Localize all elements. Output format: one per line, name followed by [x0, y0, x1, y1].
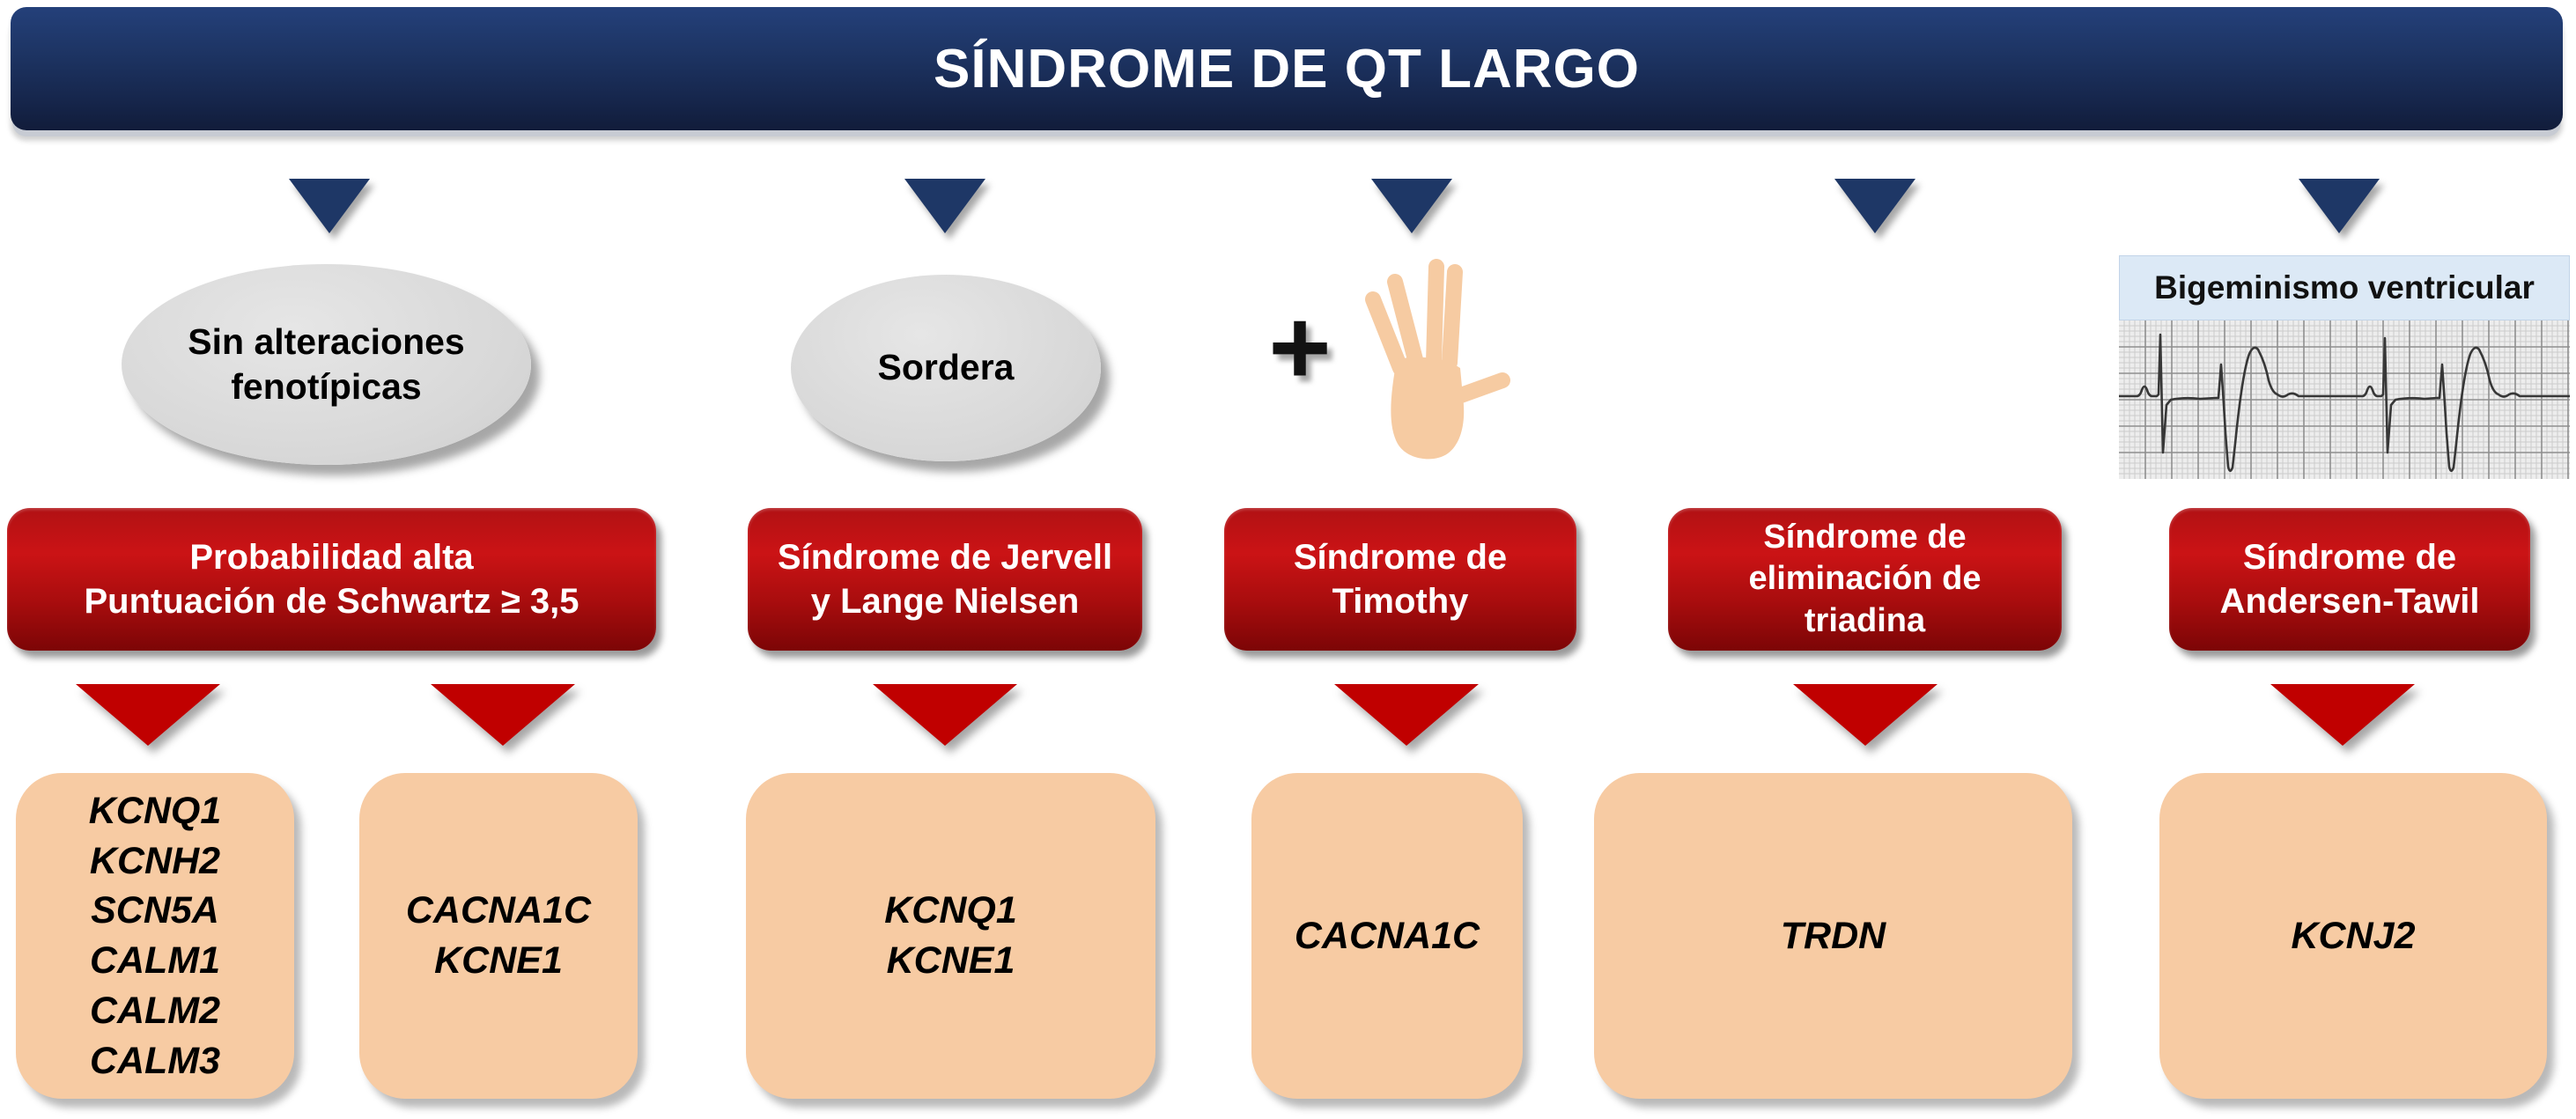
ecg-strip-icon: [2119, 320, 2570, 479]
navy-down-arrow-icon: [2299, 179, 2380, 233]
syndrome-box-triadin-knockout: [1668, 508, 2062, 651]
syndrome-line: Síndrome de Jervell: [777, 538, 1113, 577]
syndrome-box-timothy: [1224, 508, 1576, 651]
gene-label: CALM1: [89, 939, 221, 982]
ecg-title: [2119, 255, 2570, 320]
syndrome-box-high-probability: [7, 508, 656, 651]
syndrome-line: Síndrome de: [1293, 538, 1508, 577]
gene-label: SCN5A: [91, 889, 219, 932]
phenotype-label: Sordera: [877, 347, 1015, 388]
gene-box-timothy: [1251, 773, 1523, 1099]
gene-box-high-probability: [16, 773, 294, 1099]
red-down-arrow-icon: [1793, 684, 1938, 746]
phenotype-ellipse-deafness: [791, 275, 1101, 461]
syndactyly-hand-icon: [1346, 257, 1513, 464]
phenotype-label: Sin alteraciones: [188, 320, 465, 362]
title-banner: [11, 7, 2563, 130]
syndrome-line: Probabilidad alta: [189, 538, 474, 577]
gene-label: KCNE1: [886, 939, 1015, 982]
red-down-arrow-icon: [1334, 684, 1479, 746]
gene-label: KCNJ2: [2291, 914, 2416, 957]
phenotype-label: fenotípicas: [231, 366, 422, 407]
gene-label: KCNH2: [89, 839, 221, 882]
gene-label: CALM3: [89, 1039, 221, 1082]
plus-icon: +: [1268, 287, 1332, 407]
navy-down-arrow-icon: [1834, 179, 1915, 233]
ecg-panel: [2119, 255, 2570, 479]
gene-label: CACNA1C: [405, 889, 592, 932]
gene-box-triadin: [1594, 773, 2072, 1099]
syndrome-line: Andersen-Tawil: [2219, 582, 2480, 621]
red-down-arrow-icon: [873, 684, 1017, 746]
navy-down-arrow-icon: [289, 179, 370, 233]
gene-label: TRDN: [1780, 914, 1886, 957]
syndrome-line: Síndrome de: [2242, 538, 2457, 577]
syndrome-box-andersen-tawil: [2169, 508, 2530, 651]
syndrome-line: Puntuación de Schwartz ≥ 3,5: [84, 582, 579, 621]
gene-label: CACNA1C: [1294, 914, 1480, 957]
red-down-arrow-icon: [76, 684, 220, 746]
gene-label: CALM2: [89, 989, 221, 1032]
gene-box-jervell: [746, 773, 1155, 1099]
phenotype-ellipse-no-alterations: [122, 264, 531, 465]
syndrome-line: eliminación de: [1748, 560, 1982, 598]
gene-box-andersen-tawil: [2159, 773, 2547, 1099]
syndrome-line: triadina: [1804, 601, 1926, 639]
red-down-arrow-icon: [2270, 684, 2415, 746]
gene-label: KCNQ1: [884, 889, 1017, 932]
ecg-title-label: Bigeminismo ventricular: [2154, 269, 2535, 306]
navy-down-arrow-icon: [904, 179, 985, 233]
red-down-arrow-icon: [431, 684, 575, 746]
gene-label: KCNQ1: [88, 789, 222, 832]
syndrome-box-jervell-lange-nielsen: [748, 508, 1142, 651]
page-title: SÍNDROME DE QT LARGO: [934, 38, 1640, 99]
navy-down-arrow-icon: [1371, 179, 1452, 233]
syndrome-line: Timothy: [1332, 582, 1469, 621]
gene-label: KCNE1: [434, 939, 563, 982]
syndrome-line: Síndrome de: [1763, 518, 1967, 556]
gene-box-high-probability-2: [359, 773, 638, 1099]
syndrome-line: y Lange Nielsen: [810, 582, 1080, 621]
